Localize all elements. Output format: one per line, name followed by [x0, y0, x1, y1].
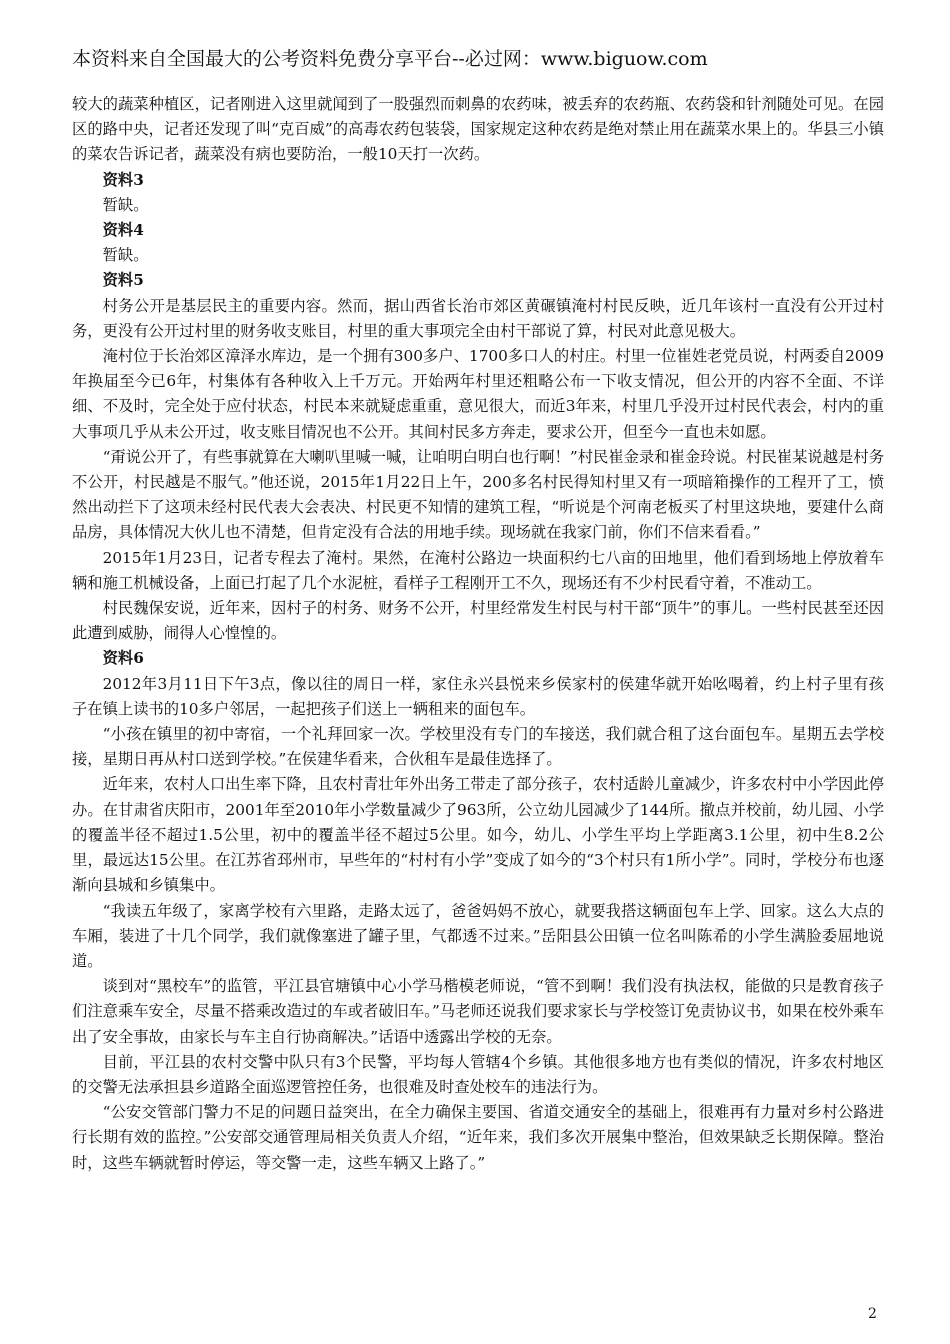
paragraph: 暂缺。: [102, 246, 149, 265]
paragraph: “甭说公开了，有些事就算在大喇叭里喊一喊，让咱明白明白也行啊！”村民崔金录和崔金玲说。村民崔某说越是村务不公开，村民越是不服气。”他还说，2015年1月22日上午，200多名村民得知村里又有一项暗箱操作的工程开了工，愤然出动拦下了这项未经村民代表大会表决、村民更不知情的建筑工程，“听说是个河南老板买了村里这块地，要建什么商品房，具体情况大伙儿也不清楚，但肯定没有合法的用地手续。现场就在我家门前，你们不信来看看。”: [72, 447, 884, 542]
paragraph: 近年来，农村人口出生率下降，且农村青壮年外出务工带走了部分孩子，农村适龄儿童减少，许多农村中小学因此停办。在甘肃省庆阳市，2001年至2010年小学数量减少了963所，公立幼儿园减少了144所。撤点并校前，幼儿园、小学的覆盖半径不超过1.5公里，初中的覆盖半径不超过5公里。如今，幼儿、小学生平均上学距离3.1公里，初中生8.2公里，最远达15公里。在江苏省邳州市，早些年的“村村有小学”变成了如今的“3个村只有1所小学”。同时，学校分布也逐渐向县城和乡镇集中。: [72, 775, 884, 895]
section-heading-material-3: 资料3: [102, 170, 144, 189]
page-header: 本资料来自全国最大的公考资料免费分享平台--必过网：www.biguow.com: [72, 48, 708, 70]
paragraph: 目前，平江县的农村交警中队只有3个民警，平均每人管辖4个乡镇。其他很多地方也有类似的情况，许多农村地区的交警无法承担县乡道路全面巡逻管控任务，也很难及时查处校车的违法行为。: [72, 1052, 884, 1096]
section-heading-material-6: 资料6: [102, 649, 144, 668]
paragraph: 2015年1月23日，记者专程去了淹村。果然，在淹村公路边一块面积约七八亩的田地里，他们看到场地上停放着车辆和施工机械设备，上面已打起了几个水泥桩，看样子工程刚开工不久，现场还有不少村民看守着，不准动工。: [72, 548, 884, 592]
paragraph: 暂缺。: [102, 195, 149, 214]
page-number: 2: [868, 1306, 877, 1322]
paragraph: 村务公开是基层民主的重要内容。然而，据山西省长治市郊区黄碾镇淹村村民反映，近几年该村一直没有公开过村务，更没有公开过村里的财务收支账目，村里的重大事项完全由村干部说了算，村民对此意见极大。: [72, 296, 884, 340]
document-body: [72, 92, 884, 1176]
paragraph: “公安交管部门警力不足的问题日益突出，在全力确保主要国、省道交通安全的基础上，很难再有力量对乡村公路进行长期有效的监控。”公安部交通管理局相关负责人介绍，“近年来，我们多次开展集中整治，但效果缺乏长期保障。整治时，这些车辆就暂时停运，等交警一走，这些车辆又上路了。”: [72, 1103, 884, 1172]
paragraph: 谈到对“黑校车”的监管，平江县官塘镇中心小学马楷模老师说，“管不到啊！我们没有执法权，能做的只是教育孩子们注意乘车安全，尽量不搭乘改造过的车或者破旧车。”马老师还说我们要求家长与学校签订免责协议书，如果在校外乘车出了安全事故，由家长与车主自行协商解决。”话语中透露出学校的无奈。: [72, 977, 884, 1046]
paragraph: “我读五年级了，家离学校有六里路，走路太远了，爸爸妈妈不放心，就要我搭这辆面包车上学、回家。这么大点的车厢，装进了十几个同学，我们就像塞进了罐子里，气都透不过来。”岳阳县公田镇一位名叫陈希的小学生满脸委屈地说道。: [72, 901, 884, 970]
section-heading-material-5: 资料5: [102, 271, 144, 290]
paragraph: 2012年3月11日下午3点，像以往的周日一样，家住永兴县悦来乡侯家村的侯建华就开始吆喝着，约上村子里有孩子在镇上读书的10多户邻居，一起把孩子们送上一辆租来的面包车。: [72, 674, 884, 718]
paragraph: 淹村位于长治郊区漳泽水库边，是一个拥有300多户、1700多口人的村庄。村里一位崔姓老党员说，村两委自2009年换届至今已6年，村集体有各种收入上千万元。开始两年村里还粗略公布一下收支情况，但公开的内容不全面、不详细、不及时，完全处于应付状态，村民本来就疑虑重重，意见很大，而近3年来，村里几乎没开过村民代表会，村内的重大事项几乎从未公开过，收支账目情况也不公开。其间村民多方奔走，要求公开，但至今一直也未如愿。: [72, 347, 884, 441]
paragraph-continued: 较大的蔬菜种植区，记者刚进入这里就闻到了一股强烈而刺鼻的农药味，被丢弃的农药瓶、农药袋和针剂随处可见。在园区的路中央，记者还发现了叫“克百威”的高毒农药包装袋，国家规定这种农药是绝对禁止用在蔬菜水果上的。华县三小镇的菜农告诉记者，蔬菜没有病也要防治，一般10天打一次药。: [72, 95, 884, 164]
paragraph: “小孩在镇里的初中寄宿，一个礼拜回家一次。学校里没有专门的车接送，我们就合租了这台面包车。星期五去学校接，星期日再从村口送到学校。”在侯建华看来，合伙租车是最佳选择了。: [72, 725, 884, 769]
paragraph: 村民魏保安说，近年来，因村子的村务、财务不公开，村里经常发生村民与村干部“顶牛”的事儿。一些村民甚至还因此遭到威胁，闹得人心惶惶的。: [72, 599, 884, 643]
section-heading-material-4: 资料4: [102, 221, 144, 240]
